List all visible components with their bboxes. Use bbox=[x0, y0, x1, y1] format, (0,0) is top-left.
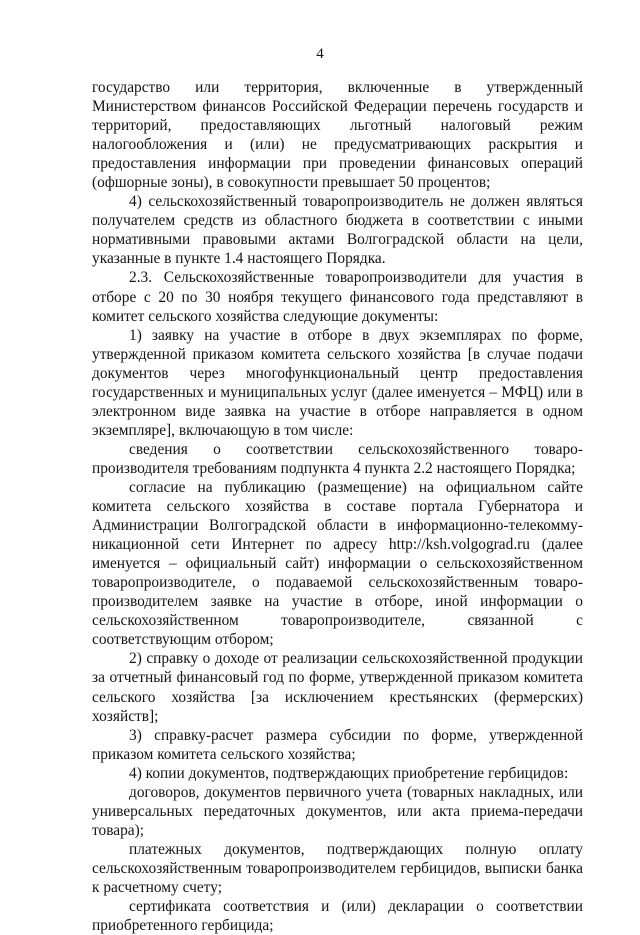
document-body bbox=[92, 78, 583, 935]
paragraph-section-2-3: 2.3. Сельскохозяйственные товаропроизводители для участия в отборе с 20 по 30 ноября текущего финансового года представляют в комитет сельского хозяйства следующие документы: bbox=[92, 269, 583, 325]
paragraph-contracts: договоров, документов первичного учета (товарных накладных, или универсальных передаточных документов, или акта приема-передачи товара); bbox=[92, 783, 583, 839]
paragraph-certificates: сертификата соответствия и (или) декларации о соответствии приобретенного гербицида; bbox=[92, 898, 583, 935]
paragraph-compliance-info: сведения о соответствии сельскохозяйственного товаропроизводителя требованиям подпункта 4 пункта 2.2 настоящего Порядка; bbox=[92, 440, 583, 477]
paragraph-item-4-document-copies: 4) копии документов, подтверждающих приобретение гербицидов: bbox=[129, 764, 569, 782]
paragraph-offshore-continuation: государство или территория, включенные в утвержденный Министерством финансов Российской Федерации перечень государств и территорий, предоставляющих льготный налоговый режим налогообложения и (или) не предусматривающих раскрытия и предоставления информации при проведении финансовых операций (офшорные зоны), в совокупности превышает 50 процентов; bbox=[92, 79, 583, 192]
paragraph-item-2-income-certificate: 2) справку о доходе от реализации сельскохозяйственной продукции за отчетный финансовый год по форме, утвержденной приказом комитета сельского хозяйства [за исключением крестьянских (фермерских) хозяйств]; bbox=[92, 650, 583, 725]
paragraph-item-3-subsidy-calculation: 3) справку-расчет размера субсидии по форме, утвержденной приказом комитета сельского хозяйства; bbox=[92, 726, 583, 763]
paragraph-requirement-4: 4) сельскохозяйственный товаропроизводитель не должен являться получателем средств из областного бюджета в соответствии с иными нормативными правовыми актами Волгоградской области на цели, указанные в пункте 1.4 настоящего Порядка. bbox=[92, 193, 583, 268]
page-number: 4 bbox=[316, 46, 324, 62]
paragraph-item-1-application: 1) заявку на участие в отборе в двух экземплярах по форме, утвержденной приказом комитета сельского хозяйства [в случае подачи документов через многофункциональный центр предоставления государственных и муниципальных услуг (далее именуется – МФЦ) или в электронном виде заявка на участие в отборе направляется в одном экземпляре], включающую в том числе: bbox=[92, 326, 583, 439]
paragraph-publication-consent: согласие на публикацию (размещение) на официальном сайте комитета сельского хозяйства в составе портала Губернатора и Администрации Волгоградской области в информационно-телекоммуникационной сети Интернет по адресу http://ksh.volgograd.ru (далее именуется – официальный сайт) информации о сельскохозяйственном товаропроизводителе, о подаваемой сельскохозяйственным товаропроизводителем заявке на участие в отборе, иной информации о сельскохозяйственном товаропроизводителе, связанной с соответствующим отбором; bbox=[92, 478, 583, 649]
paragraph-payment-documents: платежных документов, подтверждающих полную оплату сельскохозяйственным товаропроизводителем гербицидов, выписки банка к расчетному счету; bbox=[92, 840, 583, 896]
